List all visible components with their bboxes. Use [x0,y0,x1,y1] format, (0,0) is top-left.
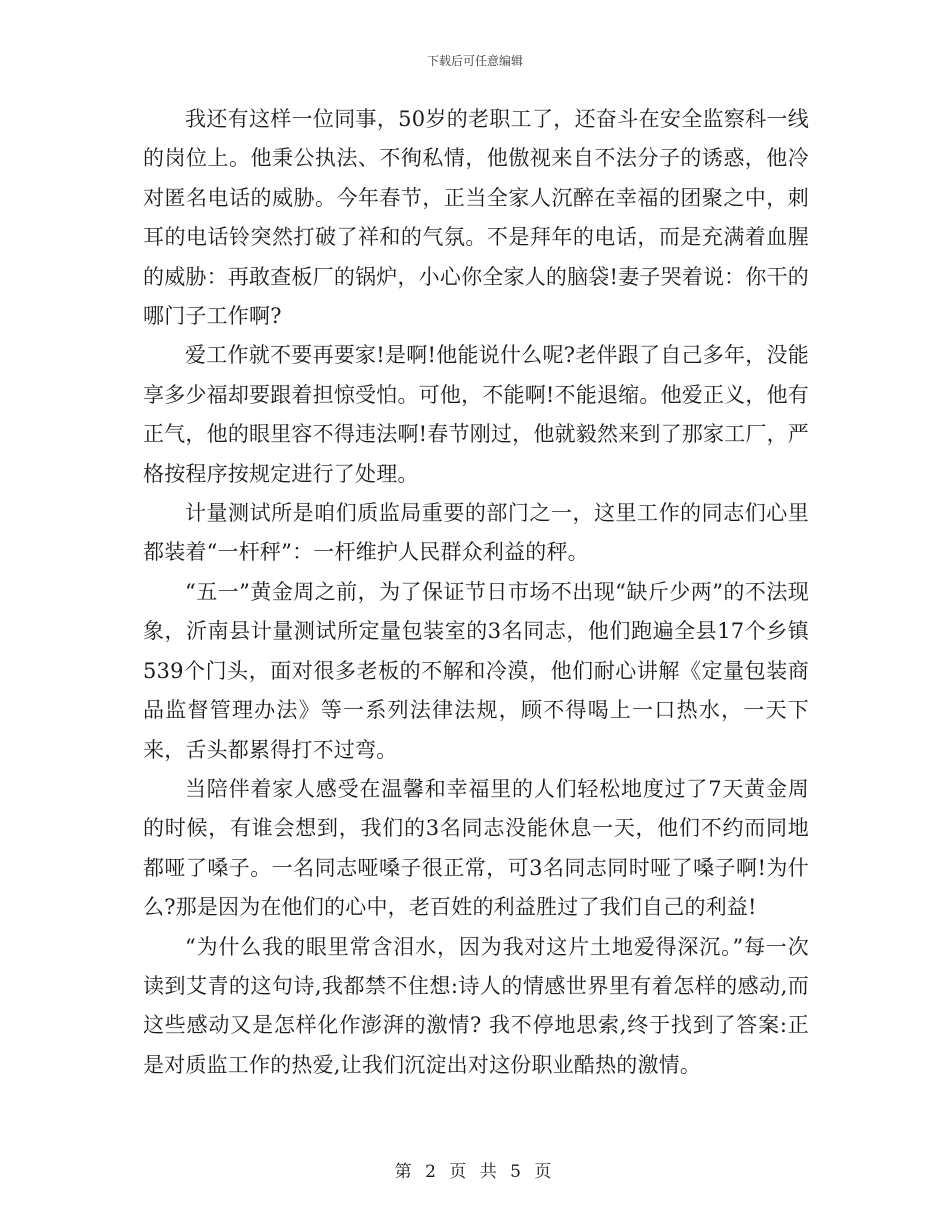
paragraph: “为什么我的眼里常含泪水，因为我对这片土地爱得深沉。”每一次读到艾青的这句诗,我都禁不住想:诗人的情感世界里有着怎样的感动,而这些感动又是怎样化作澎湃的激情? 我不停地思索,终于找到了答案:正是对质监工作的热爱,让我们沉淀出对这份职业酷热的激情。 [143,934,809,1077]
document-body [143,100,809,1085]
paragraph: 计量测试所是咱们质监局重要的部门之一，这里工作的同志们心里都装着“一杆秤”：一杆维护人民群众利益的秤。 [143,501,809,565]
paragraph: 当陪伴着家人感受在温馨和幸福里的人们轻松地度过了7天黄金周的时候，有谁会想到，我们的3名同志没能休息一天，他们不约而同地都哑了嗓子。一名同志哑嗓子很正常，可3名同志同时哑了嗓子啊!为什么?那是因为在他们的心中，老百姓的利益胜过了我们自己的利益! [143,776,809,920]
page-number-footer: 第 2 页 共 5 页 [394,1162,556,1182]
paragraph: 爱工作就不要再要家!是啊!他能说什么呢?老伴跟了自己多年，没能享多少福却要跟着担惊受怕。可他，不能啊!不能退缩。他爱正义，他有正气，他的眼里容不得违法啊!春节刚过，他就毅然来到了那家工厂，严格按程序按规定进行了处理。 [143,343,809,486]
page-header: 下载后可任意编辑 [426,54,523,68]
paragraph: “五一”黄金周之前，为了保证节日市场不出现“缺斤少两”的不法现象，沂南县计量测试所定量包装室的3名同志，他们跑遍全县17个乡镇539个门头，面对很多老板的不解和冷漠，他们耐心讲解《定量包装商品监督管理办法》等一系列法律法规，顾不得喝上一口热水，一天下来，舌头都累得打不过弯。 [143,579,809,762]
paragraph: 我还有这样一位同事，50岁的老职工了，还奋斗在安全监察科一线的岗位上。他秉公执法、不徇私情，他傲视来自不法分子的诱惑，他冷对匿名电话的威胁。今年春节，正当全家人沉醉在幸福的团聚之中，刺耳的电话铃突然打破了祥和的气氛。不是拜年的电话，而是充满着血腥的威胁：再敢查板厂的锅炉，小心你全家人的脑袋!妻子哭着说：你干的哪门子工作啊? [143,107,809,329]
